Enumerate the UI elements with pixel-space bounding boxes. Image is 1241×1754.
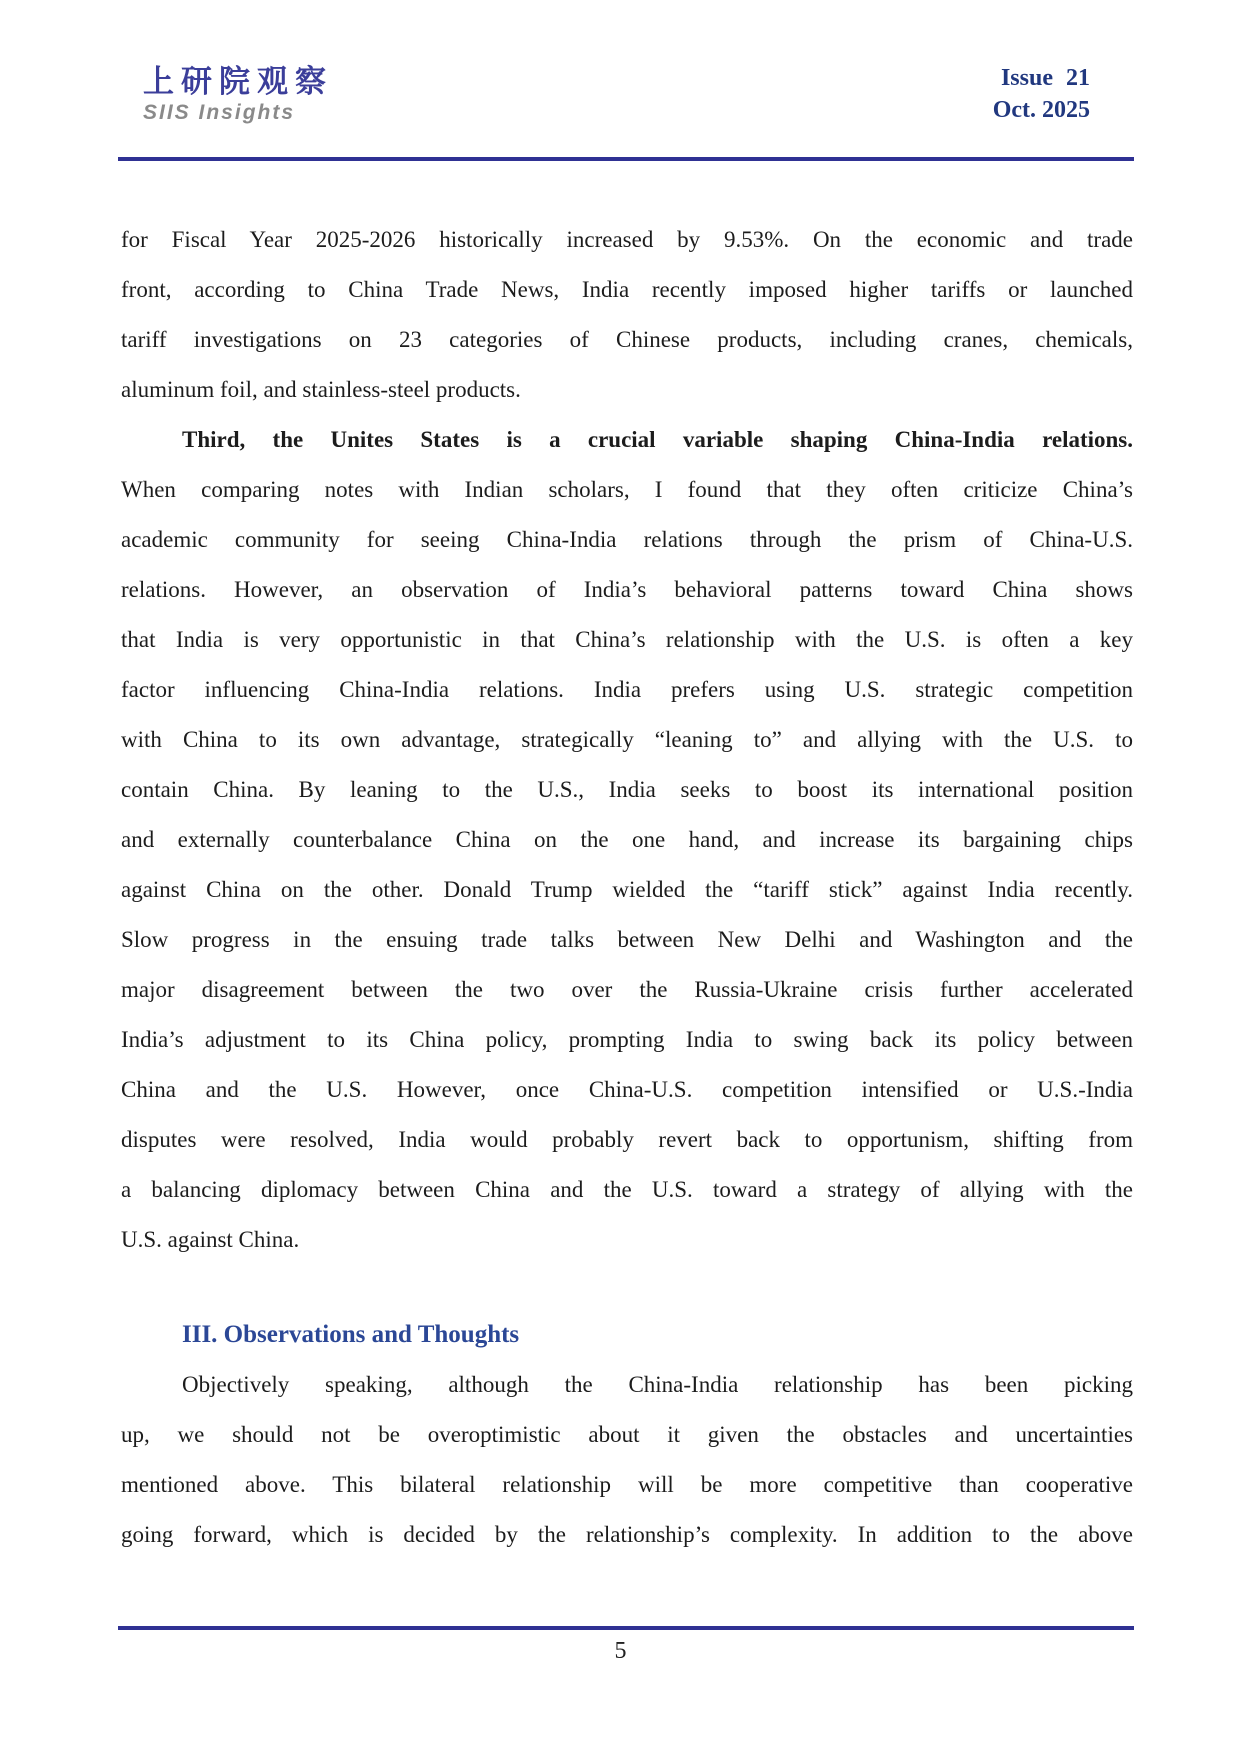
body-line: contain China. By leaning to the U.S., India seeks to boost its international position — [121, 777, 1133, 802]
body-line: Third, the Unites States is a crucial variable shaping China-India relations. — [182, 427, 1133, 452]
body-line: academic community for seeing China-India relations through the prism of China-U.S. — [121, 527, 1133, 552]
footer-divider — [118, 1626, 1134, 1630]
body-line: major disagreement between the two over the Russia-Ukraine crisis further accelerated — [121, 977, 1133, 1002]
body-line: relations. However, an observation of India’s behavioral patterns toward China shows — [121, 577, 1133, 602]
body-line: U.S. against China. — [121, 1227, 300, 1252]
body-line: factor influencing China-India relations. India prefers using U.S. strategic competition — [121, 677, 1133, 702]
logo-english-title: SIIS Insights — [143, 101, 296, 124]
body-line: for Fiscal Year 2025-2026 historically increased by 9.53%. On the economic and trade — [121, 227, 1133, 252]
body-line: up, we should not be overoptimistic about it given the obstacles and uncertainties — [121, 1422, 1133, 1447]
body-line: that India is very opportunistic in that China’s relationship with the U.S. is often a key — [121, 627, 1133, 652]
header-divider — [118, 157, 1134, 161]
body-line: and externally counterbalance China on the one hand, and increase its bargaining chips — [121, 827, 1133, 852]
body-line: with China to its own advantage, strategically “leaning to” and allying with the U.S. to — [121, 727, 1133, 752]
body-line: aluminum foil, and stainless-steel products. — [121, 377, 521, 402]
page-number: 5 — [614, 1638, 627, 1664]
body-line: Slow progress in the ensuing trade talks between New Delhi and Washington and the — [121, 927, 1133, 952]
body-line: against China on the other. Donald Trump wielded the “tariff stick” against India recently. — [121, 877, 1133, 902]
issue-number: Issue 21 — [1000, 65, 1090, 91]
body-line: mentioned above. This bilateral relationship will be more competitive than cooperative — [121, 1472, 1133, 1497]
body-line: going forward, which is decided by the relationship’s complexity. In addition to the above — [121, 1522, 1133, 1547]
logo-chinese-title: 上研院观察 — [143, 64, 333, 100]
paragraph — [121, 1360, 1133, 1560]
issue-date: Oct. 2025 — [992, 97, 1090, 123]
issue-info — [993, 62, 1090, 126]
body-line: India’s adjustment to its China policy, prompting India to swing back its policy between — [121, 1027, 1133, 1052]
body-line: a balancing diplomacy between China and the U.S. toward a strategy of allying with the — [121, 1177, 1133, 1202]
body-line: When comparing notes with Indian scholars, I found that they often criticize China’s — [121, 477, 1133, 502]
body-line: front, according to China Trade News, India recently imposed higher tariffs or launched — [121, 277, 1133, 302]
body-line: China and the U.S. However, once China-U.S. competition intensified or U.S.-India — [121, 1077, 1133, 1102]
section-heading: III. Observations and Thoughts — [182, 1321, 520, 1348]
publication-logo — [143, 64, 333, 124]
paragraph — [121, 415, 1133, 1265]
body-line: disputes were resolved, India would probably revert back to opportunism, shifting from — [121, 1127, 1133, 1152]
body-content — [121, 215, 1133, 1560]
paragraph — [121, 215, 1133, 415]
body-line: Objectively speaking, although the China-India relationship has been picking — [182, 1372, 1133, 1397]
body-line: tariff investigations on 23 categories of Chinese products, including cranes, chemicals, — [121, 327, 1133, 352]
